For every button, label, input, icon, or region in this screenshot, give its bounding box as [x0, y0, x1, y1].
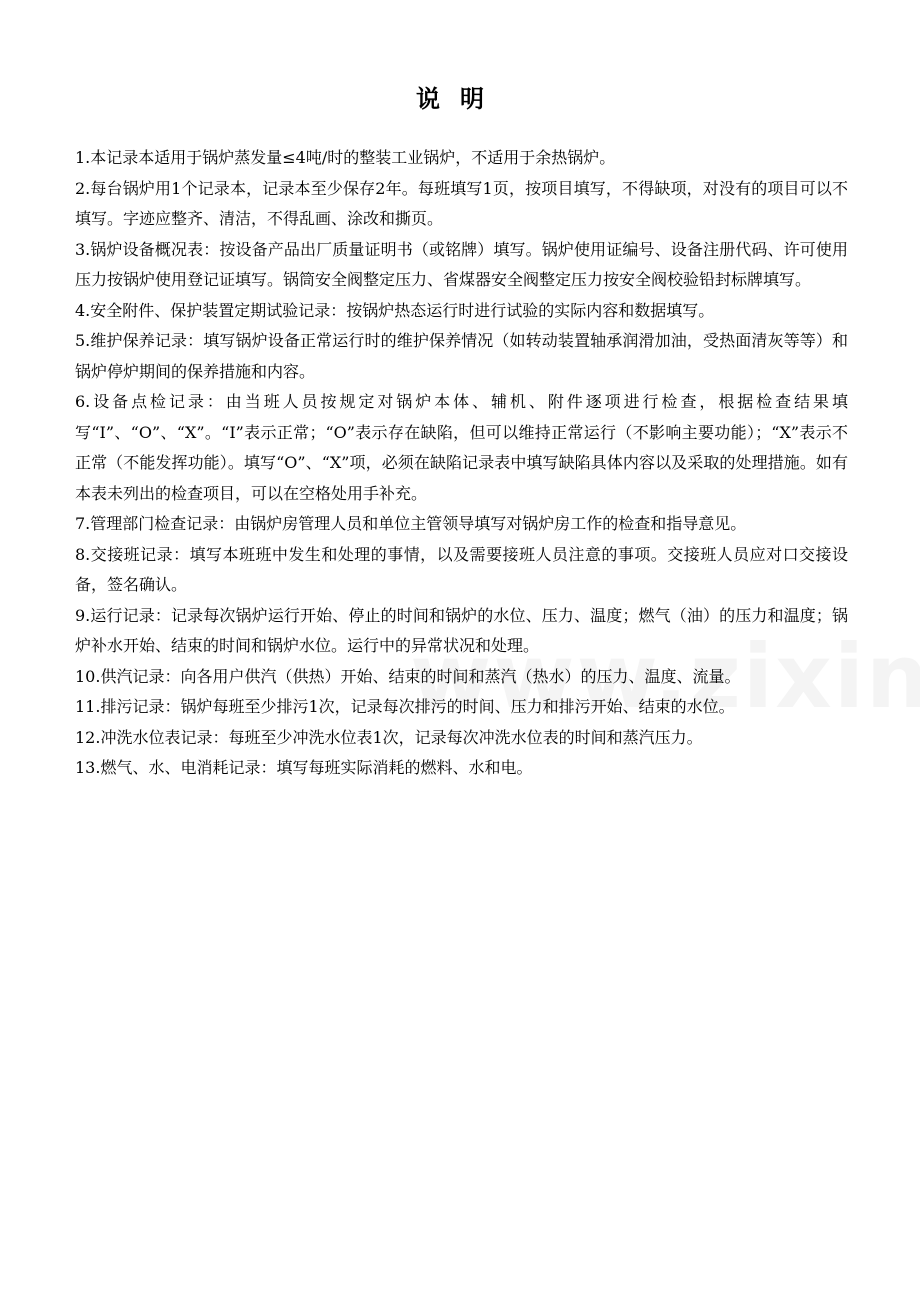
- instruction-item-4: 4.安全附件、保护装置定期试验记录：按锅炉热态运行时进行试验的实际内容和数据填写。: [75, 300, 715, 320]
- instruction-item-9: 9.运行记录：记录每次锅炉运行开始、停止的时间和锅炉的水位、压力、温度；燃气（油）的压力和温度；锅炉补水开始、结束的时间和锅炉水位。运行中的异常状况和处理。: [75, 605, 848, 655]
- instructions-list: [75, 143, 848, 784]
- instruction-item-6: 6.设备点检记录：由当班人员按规定对锅炉本体、辅机、附件逐项进行检查，根据检查结果填写“I”、“O”、“X”。“I”表示正常；“O”表示存在缺陷，但可以维持正常运行（不影响主要功能）；“X”表示不正常（不能发挥功能）。填写“O”、“X”项，必须在缺陷记录表中填写缺陷具体内容以及采取的处理措施。如有本表未列出的检查项目，可以在空格处用手补充。: [75, 392, 848, 503]
- instruction-item-8: 8.交接班记录：填写本班班中发生和处理的事情，以及需要接班人员注意的事项。交接班人员应对口交接设备，签名确认。: [75, 544, 848, 594]
- instruction-item-11: 11.排污记录：锅炉每班至少排污1次，记录每次排污的时间、压力和排污开始、结束的水位。: [75, 697, 735, 716]
- instruction-item-12: 12.冲洗水位表记录：每班至少冲洗水位表1次，记录每次冲洗水位表的时间和蒸汽压力。: [75, 727, 703, 747]
- instruction-item-3: 3.锅炉设备概况表：按设备产品出厂质量证明书（或铭牌）填写。锅炉使用证编号、设备注册代码、许可使用压力按锅炉使用登记证填写。锅筒安全阀整定压力、省煤器安全阀整定压力按安全阀校验铅封标牌填写。: [75, 239, 848, 289]
- instruction-item-7: 7.管理部门检查记录：由锅炉房管理人员和单位主管领导填写对锅炉房工作的检查和指导意见。: [75, 514, 747, 533]
- page-title: 说明: [416, 84, 504, 113]
- instruction-item-13: 13.燃气、水、电消耗记录：填写每班实际消耗的燃料、水和电。: [75, 758, 533, 777]
- instruction-item-5: 5.维护保养记录：填写锅炉设备正常运行时的维护保养情况（如转动装置轴承润滑加油，受热面清灰等等）和锅炉停炉期间的保养措施和内容。: [75, 331, 848, 381]
- instruction-item-2: 2.每台锅炉用1个记录本，记录本至少保存2年。每班填写1页，按项目填写，不得缺项，对没有的项目可以不填写。字迹应整齐、清洁，不得乱画、涂改和撕页。: [75, 178, 848, 228]
- instruction-item-1: 1.本记录本适用于锅炉蒸发量≤4吨/时的整装工业锅炉，不适用于余热锅炉。: [75, 148, 616, 167]
- instruction-item-10: 10.供汽记录：向各用户供汽（供热）开始、结束的时间和蒸汽（热水）的压力、温度、流量。: [75, 666, 741, 686]
